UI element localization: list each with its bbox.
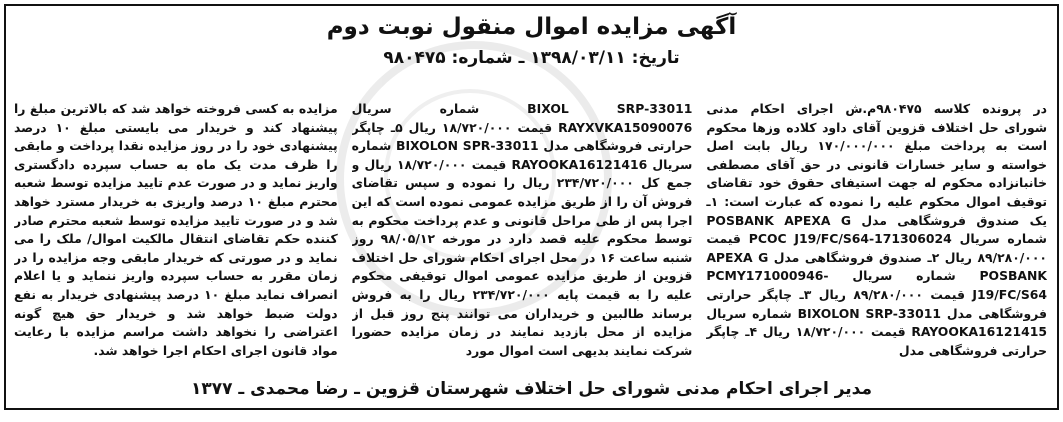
paragraph-right: در پرونده کلاسه ۹۸۰۴۷۵م.ش اجرای احکام مدنی شورای حل اختلاف قزوین آقای داود کلاده وزها محکوم است به پرداخت مبلغ ۱۷۰/۰۰۰/۰۰۰ ریال بابت اصل خواسته و سایر خسارات قانونی در حق آقای مصطفی خانبانزاده محکوم له جهت استیفای حقوق خود تقاضای توقیف اموال محکوم علیه را نموده که عبارت است: ۱ـ یک صندوق فروشگاهی مدل POSBANK APEXA G شماره سریال PCOC J19/FC/S64-171306024 قیمت ۸۹/۲۸۰/۰۰۰ ریال ۲ـ صندوق فروشگاهی مدل APEXA G POSBANK شماره سریال PCMY171000946-J19/FC/S64 قیمت ۸۹/۲۸۰/۰۰۰ ریال ۳ـ چاپگر حرارتی فروشگاهی مدل BIXOLON SRP-33011 شماره سریال RAYOOKA16121415 قیمت ۱۸/۷۲۰/۰۰۰ ریال ۴ـ چاپگر حرارتی فروشگاهی مدل: [706, 101, 1047, 358]
paragraph-middle: BIXOL SRP-33011 شماره سریال RAYXVKA15090076 قیمت ۱۸/۷۲۰/۰۰۰ ریال ۵ـ چاپگر حرارتی فروشگاهی مدل BIXOLON SPR-33011 شماره سریال RAYOOKA16121416 قیمت ۱۸/۷۲۰/۰۰۰ ریال و جمع کل ۲۳۴/۷۲۰/۰۰۰ ریال را نموده و سپس تقاضای فروش آن را از طریق مزایده عمومی نموده است که این اجرا پس از طی مراحل قانونی و عدم پرداخت محکوم به توسط محکوم علیه قصد دارد در مورخه ۹۸/۰۵/۱۲ روز شنبه ساعت ۱۶ در محل اجرای احکام شورای حل اختلاف قزوین از طریق مزایده عمومی اموال توقیفی محکوم علیه را به قیمت پایه ۲۳۴/۷۲۰/۰۰۰ ریال را به فروش برساند طالبین و خریداران می توانند پنج روز قبل از مزایده از محل بازدید نمایند در زمان مزایده حضورا شرکت نمایند بدیهی است اموال مورد: [351, 101, 693, 358]
body-column-right: [706, 100, 1047, 375]
paragraph-left: مزایده به کسی فروخته خواهد شد که بالاترین مبلغ را پیشنهاد کند و خریدار می بایستی مبلغ ۱۰ درصد پیشنهادی خود را در روز مزایده نقدا پرداخت و مابقی را ظرف مدت یک ماه به حساب سپرده دادگستری واریز نماید و در صورت عدم تایید مزایده توسط شعبه محترم مبلغ ۱۰ درصد واریزی به خریدار مسترد خواهد شد و در صورت تایید مزایده توسط شعبه محترم صادر کننده حکم تقاضای انتقال مالکیت اموال/ ملک را می نماید و در صورتی که خریدار مابقی وجه مزایده را در زمان مقرر به حساب سپرده واریز ننماید و یا اعلام انصراف نماید مبلغ ۱۰ درصد پیشنهادی خریدار به نفع دولت ضبط خواهد شد و خریدار حق هیچ گونه اعتراضی را نخواهد داشت مراسم مزایده با رعایت مواد قانون اجرای احکام اجرا خواهد شد.: [14, 101, 338, 358]
auction-notice: [4, 4, 1059, 410]
notice-body: [14, 100, 1047, 375]
body-column-left: [14, 100, 338, 375]
notice-header: [6, 10, 1057, 72]
notice-title: آگهی مزایده اموال منقول نوبت دوم: [326, 14, 737, 40]
date-and-number: تاریخ: ۱۳۹۸/۰۳/۱۱ ـ شماره: ۹۸۰۴۷۵: [383, 48, 680, 68]
body-column-middle: [352, 100, 693, 375]
signature-line: مدیر اجرای احکام مدنی شورای حل اختلاف شهرستان قزوین ـ رضا محمدی ـ ۱۳۷۷: [190, 379, 873, 399]
